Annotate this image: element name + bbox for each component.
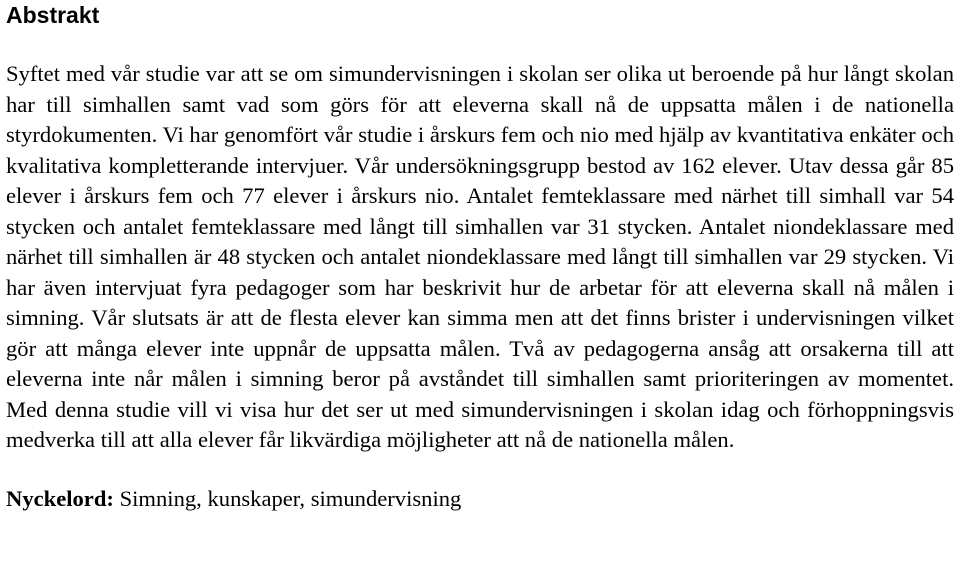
document-page — [6, 0, 956, 514]
keywords-label: Nyckelord: — [6, 485, 114, 511]
keywords-value: Simning, kunskaper, simundervisning — [119, 485, 462, 511]
keywords-line — [6, 484, 956, 514]
abstract-heading: Abstrakt — [6, 2, 100, 28]
abstract-paragraph: Syftet med vår studie var att se om simundervisningen i skolan ser olika ut beroende på hur långt skolan har till simhallen samt vad som görs för att eleverna skall nå de uppsatta målen i de nationella styrdokumenten. Vi har genomfört vår studie i årskurs fem och nio med hjälp av kvantitativa enkäter och kvalitativa kompletterande intervjuer. Vår undersökningsgrupp bestod av 162 elever. Utav dessa går 85 elever i årskurs fem och 77 elever i årskurs nio. Antalet femteklassare med närhet till simhall var 54 stycken och antalet femteklassare med långt till simhallen var 31 stycken. Antalet niondeklassare med närhet till simhallen är 48 stycken och antalet niondeklassare med långt till simhallen var 29 stycken. Vi har även intervjuat fyra pedagoger som har beskrivit hur de arbetar för att eleverna skall nå målen i simning. Vår slutsats är att de flesta elever kan simma men att det finns brister i undervisningen vilket gör att många elever inte uppnår de uppsatta målen. Två av pedagogerna ansåg att orsakerna till att eleverna inte når målen i simning beror på avståndet till simhallen samt prioriteringen av momentet. Med denna studie vill vi visa hur det ser ut med simundervisningen i skolan idag och förhoppningsvis medverka till att alla elever får likvärdiga möjligheter att nå de nationella målen. — [6, 61, 954, 452]
